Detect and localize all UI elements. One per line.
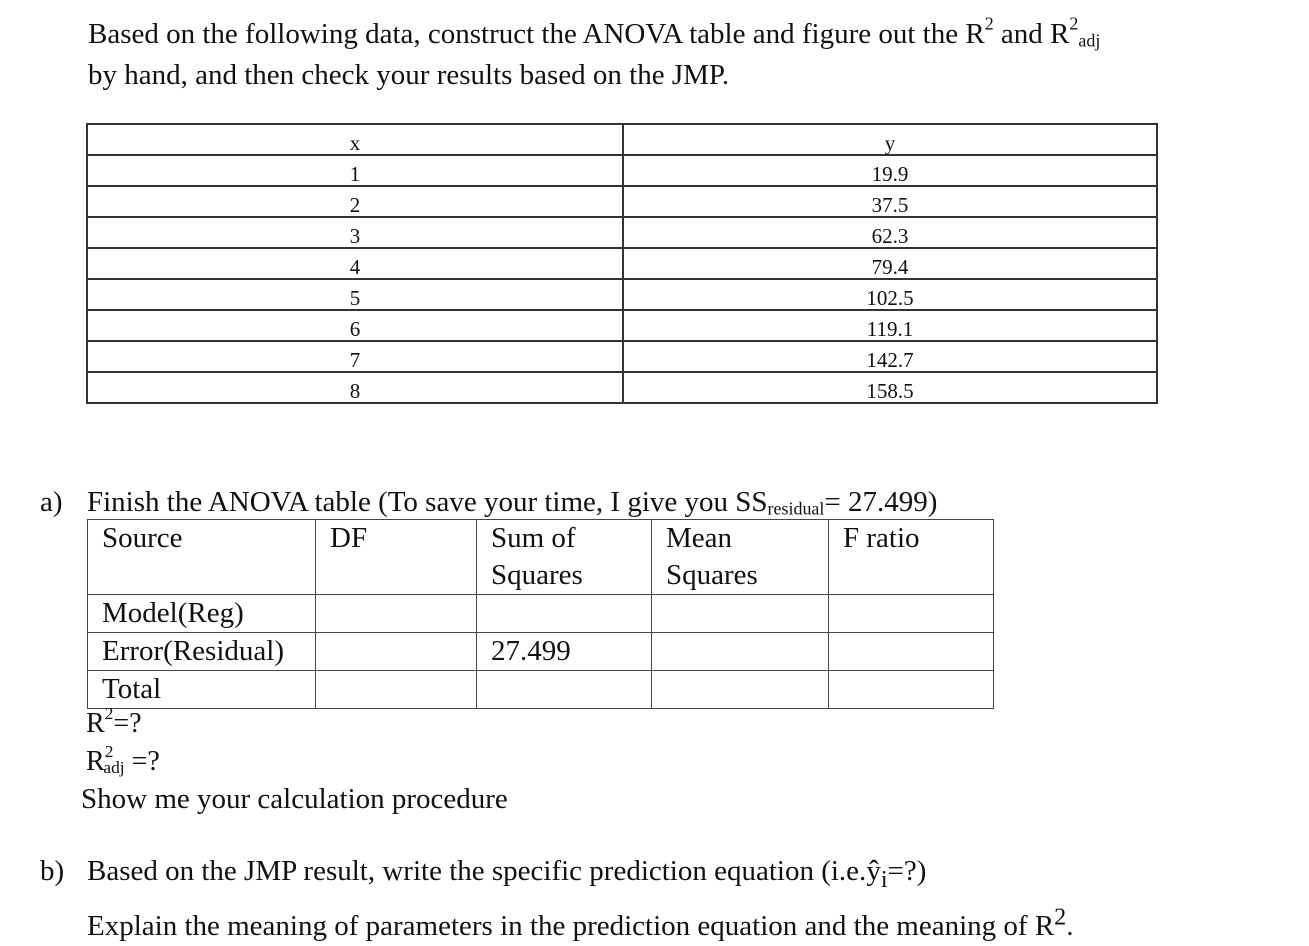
part-b-line-2: Explain the meaning of parameters in the prediction equation and the meaning of $R^2$. [87,903,1074,943]
cell-x: 1 [87,155,623,186]
anova-f [829,671,994,709]
table-row [87,217,1157,248]
cell-x: 6 [87,310,623,341]
header-y: y [623,124,1157,155]
anova-ss [477,595,652,633]
anova-header-ms: Mean Squares [652,520,829,595]
anova-f [829,633,994,671]
anova-source: Total [88,671,316,709]
anova-header-source: Source [88,520,316,595]
header-x: x [87,124,623,155]
data-table [86,123,1158,404]
table-row [87,155,1157,186]
table-row [87,372,1157,403]
anova-f [829,595,994,633]
cell-x: 2 [87,186,623,217]
r2adj-question: $R^2_{adj}$ =? [86,741,160,778]
anova-ss: 27.499 [477,633,652,671]
cell-x: 4 [87,248,623,279]
anova-ms [652,633,829,671]
anova-header-f: F ratio [829,520,994,595]
cell-x: 3 [87,217,623,248]
part-b-label: b) [40,855,65,887]
cell-y: 62.3 [623,217,1157,248]
table-row [87,186,1157,217]
intro-line-2: by hand, and then check your results based on the JMP. [88,59,730,91]
cell-y: 119.1 [623,310,1157,341]
cell-x: 5 [87,279,623,310]
part-b-line-1: b) Based on the JMP result, write the specific prediction equation $(i.e.ŷ_i=?)$ [40,855,926,887]
anova-header-df: DF [316,520,477,595]
cell-y: 79.4 [623,248,1157,279]
r2-question: $R^2=$? [86,703,142,739]
anova-df [316,595,477,633]
cell-x: 8 [87,372,623,403]
data-table-header [87,124,1157,155]
show-procedure-text: Show me your calculation procedure [81,783,508,815]
table-row [87,248,1157,279]
cell-y: 142.7 [623,341,1157,372]
intro-paragraph [88,14,1100,96]
anova-source: Model(Reg) [88,595,316,633]
anova-header-ss: Sum of Squares [477,520,652,595]
intro-line-1: Based on the following data, construct the ANOVA table and figure out the $R^2$ and $R^2_{adj}$ [88,13,1101,51]
anova-row-model [88,595,994,633]
anova-ms [652,595,829,633]
anova-source: Error(Residual) [88,633,316,671]
part-b-question [40,852,1074,945]
anova-row-error [88,633,994,671]
anova-header-row [88,520,994,595]
part-a-label: a) [40,486,63,518]
cell-y: 158.5 [623,372,1157,403]
part-a-question: a) Finish the ANOVA table (To save your time, I give you $SS_{residual}= 27.499$) [40,486,938,519]
anova-df [316,671,477,709]
table-row [87,310,1157,341]
table-row [87,341,1157,372]
anova-ss [477,671,652,709]
cell-y: 37.5 [623,186,1157,217]
anova-ms [652,671,829,709]
anova-row-total [88,671,994,709]
anova-df [316,633,477,671]
table-row [87,279,1157,310]
cell-y: 19.9 [623,155,1157,186]
cell-x: 7 [87,341,623,372]
cell-y: 102.5 [623,279,1157,310]
anova-table [87,519,994,709]
